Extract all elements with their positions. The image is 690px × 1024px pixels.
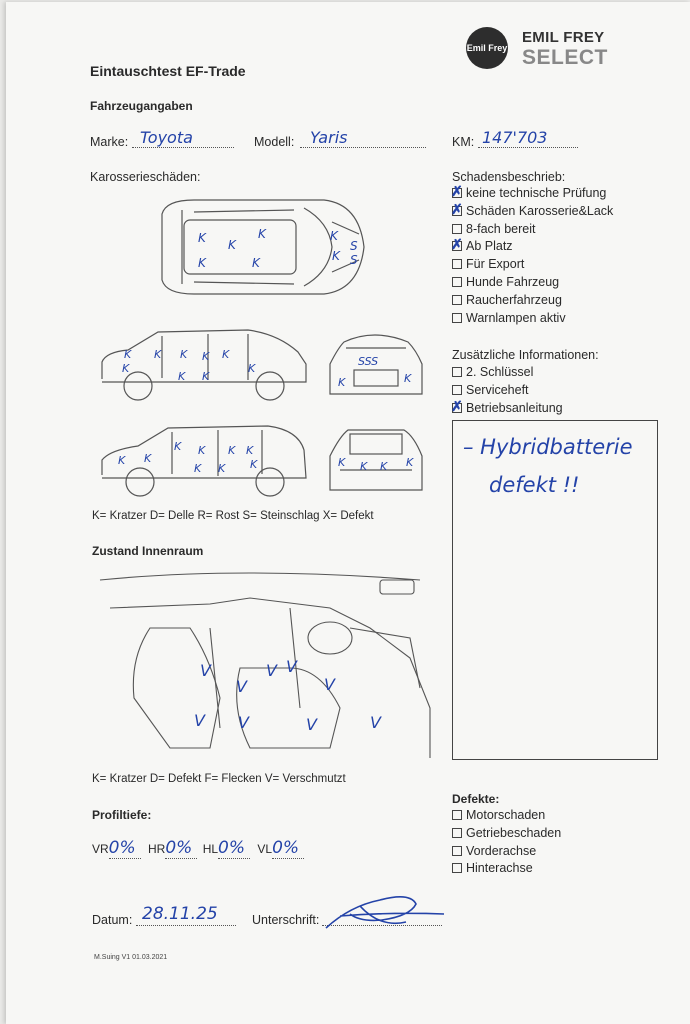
svg-text:K: K <box>202 350 210 363</box>
svg-text:K: K <box>180 348 188 361</box>
side-left-marks <box>122 348 256 383</box>
body-damage-legend: K= Kratzer D= Delle R= Rost S= Steinschlag X= Defekt <box>92 510 374 522</box>
tread-title: Profiltiefe: <box>92 808 152 822</box>
tread-hl-label: HL <box>202 842 219 856</box>
svg-text:K: K <box>252 256 260 270</box>
svg-text:K: K <box>250 458 258 471</box>
svg-text:S: S <box>350 239 358 253</box>
svg-text:V: V <box>238 713 249 732</box>
make-field[interactable] <box>132 128 234 148</box>
damage-item-dog-vehicle[interactable]: Hunde Fahrzeug <box>452 274 613 292</box>
tread-vl-label: VL <box>257 842 273 856</box>
date-value: 28.11.25 <box>142 904 218 924</box>
damage-description-list <box>452 185 613 327</box>
tread-vr-value[interactable]: 0% <box>109 838 141 859</box>
svg-text:K: K <box>194 462 202 475</box>
damage-description-title: Schadensbeschrieb: <box>452 170 566 184</box>
km-field[interactable] <box>478 128 578 148</box>
svg-text:V: V <box>266 661 277 680</box>
defects-list <box>452 807 561 878</box>
svg-text:K: K <box>330 229 338 243</box>
svg-text:K: K <box>198 444 206 457</box>
front-view-marks <box>338 355 412 389</box>
model-field[interactable] <box>300 128 426 148</box>
svg-text:V: V <box>200 661 211 680</box>
svg-text:K: K <box>360 460 368 473</box>
svg-text:K: K <box>380 460 388 473</box>
notes-line2: defekt !! <box>489 473 580 497</box>
signature-drawing <box>320 886 450 936</box>
damage-item-warning-lights[interactable]: Warnlampen aktiv <box>452 310 613 328</box>
checkbox[interactable] <box>452 295 462 305</box>
svg-text:V: V <box>370 713 381 732</box>
tread-depth-row <box>92 838 304 859</box>
svg-text:V: V <box>194 711 205 730</box>
top-view-marks <box>198 227 358 270</box>
info-item-second-key[interactable]: 2. Schlüssel <box>452 364 563 382</box>
svg-text:K: K <box>118 454 126 467</box>
model-label: Modell: <box>254 135 295 149</box>
signature-label: Unterschrift: <box>252 913 320 927</box>
svg-text:K: K <box>144 452 152 465</box>
date-label: Datum: <box>92 913 133 927</box>
model-value: Yaris <box>310 128 348 147</box>
checkbox[interactable] <box>452 863 462 873</box>
info-item-manual[interactable]: ✗Betriebsanleitung <box>452 400 563 418</box>
svg-text:K: K <box>198 231 206 245</box>
svg-text:K: K <box>154 348 162 361</box>
damage-item-8-fold-ready[interactable]: 8-fach bereit <box>452 221 613 239</box>
brand-line2: SELECT <box>522 46 608 69</box>
info-item-service-book[interactable]: Serviceheft <box>452 382 563 400</box>
svg-text:V: V <box>306 715 317 734</box>
checkbox[interactable] <box>452 241 462 251</box>
svg-text:K: K <box>246 444 254 457</box>
interior-legend: K= Kratzer D= Defekt F= Flecken V= Verschmutzt <box>92 773 346 785</box>
checkbox[interactable] <box>452 385 462 395</box>
checkbox[interactable] <box>452 277 462 287</box>
svg-text:K: K <box>218 462 226 475</box>
checkbox[interactable] <box>452 828 462 838</box>
vehicle-section-title: Fahrzeugangaben <box>90 99 193 113</box>
checkbox[interactable] <box>452 810 462 820</box>
checkbox[interactable] <box>452 846 462 856</box>
checkbox[interactable] <box>452 206 462 216</box>
car-side-view-right-diagram <box>98 420 313 500</box>
tread-vl-value[interactable]: 0% <box>272 838 304 859</box>
interior-marks <box>194 657 382 734</box>
checkbox[interactable] <box>452 403 462 413</box>
svg-text:V: V <box>236 677 247 696</box>
notes-box[interactable] <box>452 420 658 760</box>
damage-item-body-paint[interactable]: ✗Schäden Karosserie&Lack <box>452 203 613 221</box>
svg-text:K: K <box>228 238 236 252</box>
svg-text:K: K <box>122 362 130 375</box>
additional-info-list <box>452 364 563 417</box>
svg-text:K: K <box>202 370 210 383</box>
svg-text:K: K <box>222 348 230 361</box>
logo-text: Emil Frey <box>466 43 508 53</box>
tread-vr-label: VR <box>92 842 109 856</box>
tread-hr-value[interactable]: 0% <box>165 838 197 859</box>
damage-item-no-inspection[interactable]: ✗keine technische Prüfung <box>452 185 613 203</box>
svg-text:K: K <box>404 372 412 385</box>
tread-hr-label: HR <box>148 842 166 856</box>
svg-text:K: K <box>248 362 256 375</box>
defect-item-front-axle[interactable]: Vorderachse <box>452 843 561 861</box>
svg-text:K: K <box>198 256 206 270</box>
km-label: KM: <box>452 135 475 149</box>
defect-item-engine[interactable]: Motorschaden <box>452 807 561 825</box>
km-value: 147'703 <box>482 128 548 147</box>
svg-text:K: K <box>338 456 346 469</box>
emil-frey-logo <box>466 27 508 69</box>
make-value: Toyota <box>140 128 193 147</box>
svg-text:K: K <box>178 370 186 383</box>
svg-text:K: K <box>406 456 414 469</box>
brand-line1: EMIL FREY <box>522 29 605 46</box>
checkbox[interactable] <box>452 259 462 269</box>
svg-text:K: K <box>338 376 346 389</box>
defect-item-rear-axle[interactable]: Hinterachse <box>452 860 561 878</box>
svg-text:K: K <box>228 444 236 457</box>
checkbox[interactable] <box>452 188 462 198</box>
tread-hl-value[interactable]: 0% <box>218 838 250 859</box>
date-field[interactable] <box>136 904 236 926</box>
car-side-view-left-diagram <box>98 324 313 404</box>
svg-text:S: S <box>350 253 358 267</box>
defects-title: Defekte: <box>452 792 500 806</box>
interior-title: Zustand Innenraum <box>92 544 204 558</box>
checkbox[interactable] <box>452 367 462 377</box>
interior-diagram <box>90 568 440 768</box>
svg-text:K: K <box>174 440 182 453</box>
car-rear-view-diagram <box>324 420 428 500</box>
car-top-view-diagram <box>154 192 369 302</box>
svg-text:V: V <box>286 657 297 676</box>
car-front-view-diagram <box>324 324 428 404</box>
additional-info-title: Zusätzliche Informationen: <box>452 348 599 362</box>
svg-text:V: V <box>324 675 335 694</box>
defect-item-gearbox[interactable]: Getriebeschaden <box>452 825 561 843</box>
checkbox[interactable] <box>452 313 462 323</box>
svg-text:K: K <box>258 227 266 241</box>
svg-text:K: K <box>332 249 340 263</box>
body-damage-title: Karosserieschäden: <box>90 170 201 184</box>
damage-item-ab-platz[interactable]: ✗Ab Platz <box>452 238 613 256</box>
version-text: M.Suing V1 01.03.2021 <box>94 954 168 961</box>
form-title: Eintauschtest EF-Trade <box>90 63 246 79</box>
svg-text:SSS: SSS <box>358 355 379 368</box>
make-label: Marke: <box>90 135 129 149</box>
damage-item-smoker-vehicle[interactable]: Raucherfahrzeug <box>452 292 613 310</box>
notes-line1: – Hybridbatterie <box>463 435 633 459</box>
damage-item-export[interactable]: Für Export <box>452 256 613 274</box>
inspection-form-sheet <box>6 2 690 1024</box>
svg-text:K: K <box>124 348 132 361</box>
checkbox[interactable] <box>452 224 462 234</box>
